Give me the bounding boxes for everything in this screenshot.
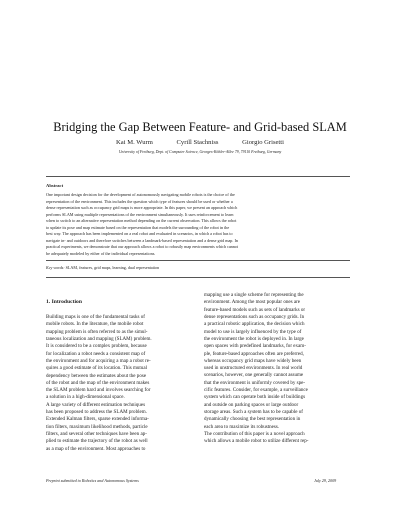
section-heading: 1. Introduction — [46, 299, 82, 305]
paper-title: Bridging the Gap Between Feature- and Grid-based SLAM — [53, 120, 347, 134]
author-name: Giorgio Grisetti — [242, 139, 284, 146]
keywords-text: SLAM, features, grid maps, learning, dual representation — [65, 265, 160, 270]
author-list — [0, 139, 400, 146]
author-name: Kai M. Wurm — [116, 139, 153, 146]
footer-submission-note: Preprint submitted to Robotics and Autonomous Systems — [46, 478, 139, 483]
right-column-text: mapping use a single scheme for representing the environment. Among the most popular ones are feature-based models such as sets of landmarks or dense representations such as occupancy grids. In a practical robotic application, the decision which model to use is largely influenced by the type of the environment the robot is deployed in. In large open spaces with predefined landmarks, for exam- ple, feature-based approaches often are preferred, whereas occupancy grid maps have widely been used in unstructured environments. In real world scenarios, however, one generally cannot assume that the environment is uniformly covered by spe- cific features. Consider, for example, a surveillance system which can operate both inside of buildings and outside on parking spaces or large outdoor storage areas. Such a system has to be capable of dynamically choosing the best representation in each area to maximize its robustness. The contribution of this paper is a novel approach which allows a mobile robot to utilize different rep- — [204, 292, 309, 445]
author-name: Cyrill Stachniss — [176, 139, 219, 146]
left-column-text: Building maps is one of the fundamental tasks of mobile robots. In the literature, the mobile robot mapping problem is often referred to as the simul- taneous localization and mapping (SLAM) problem. It is considered to be a complex problem, because for localization a robot needs a consistent map of the environment and for acquiring a map a robot re- quires a good estimate of its location. This mutual dependency between the estimates about the pose of the robot and the map of the environment makes the SLAM problem hard and involves searching for a solution in a high-dimensional space. A large variety of different estimation techniques has been proposed to address the SLAM problem. Extended Kalman filters, sparse extended informa- tion filters, maximum likelihood methods, particle filters, and several other techniques have been ap- plied to estimate the trajectory of the robot as well as a map of the environment. Most approaches to — [46, 314, 152, 452]
affiliation: University of Freiburg, Dept. of Computer Science, Georges-Köhler-Allee 79, 79110 Freiburg, Germany — [118, 150, 282, 154]
abstract-heading: Abstract — [46, 183, 64, 188]
abstract-top-rule — [46, 176, 350, 177]
keywords-top-rule — [46, 260, 350, 261]
abstract-text: One important design decision for the development of autonomously navigating mobile robots is the choice of the representation of the environment. This includes the question which type of features should be used or whether a dense representation such as occupancy grid maps is more appropriate. In this paper, we present an approach which performs SLAM using multiple representations of the environment simultaneously. It uses reinforcement to learn when to switch to an alternative representation method depending on the current observation. This allows the robot to update its pose and map estimate based on the representation that models the surrounding of the robot in the best way. The approach has been implemented on a real robot and evaluated in scenarios, in which a robot has to navigate in- and outdoors and therefore switches between a landmark-based representation and a dense grid map. In practical experiments, we demonstrate that our approach allows a robot to robustly map environments which cannot be adequately modeled by either of the individual representations. — [46, 192, 239, 256]
keywords-line — [46, 265, 350, 270]
keywords-bottom-rule — [46, 277, 350, 278]
keywords-label: Key words: — [46, 265, 65, 270]
footer-date: July 29, 2009 — [314, 478, 337, 483]
